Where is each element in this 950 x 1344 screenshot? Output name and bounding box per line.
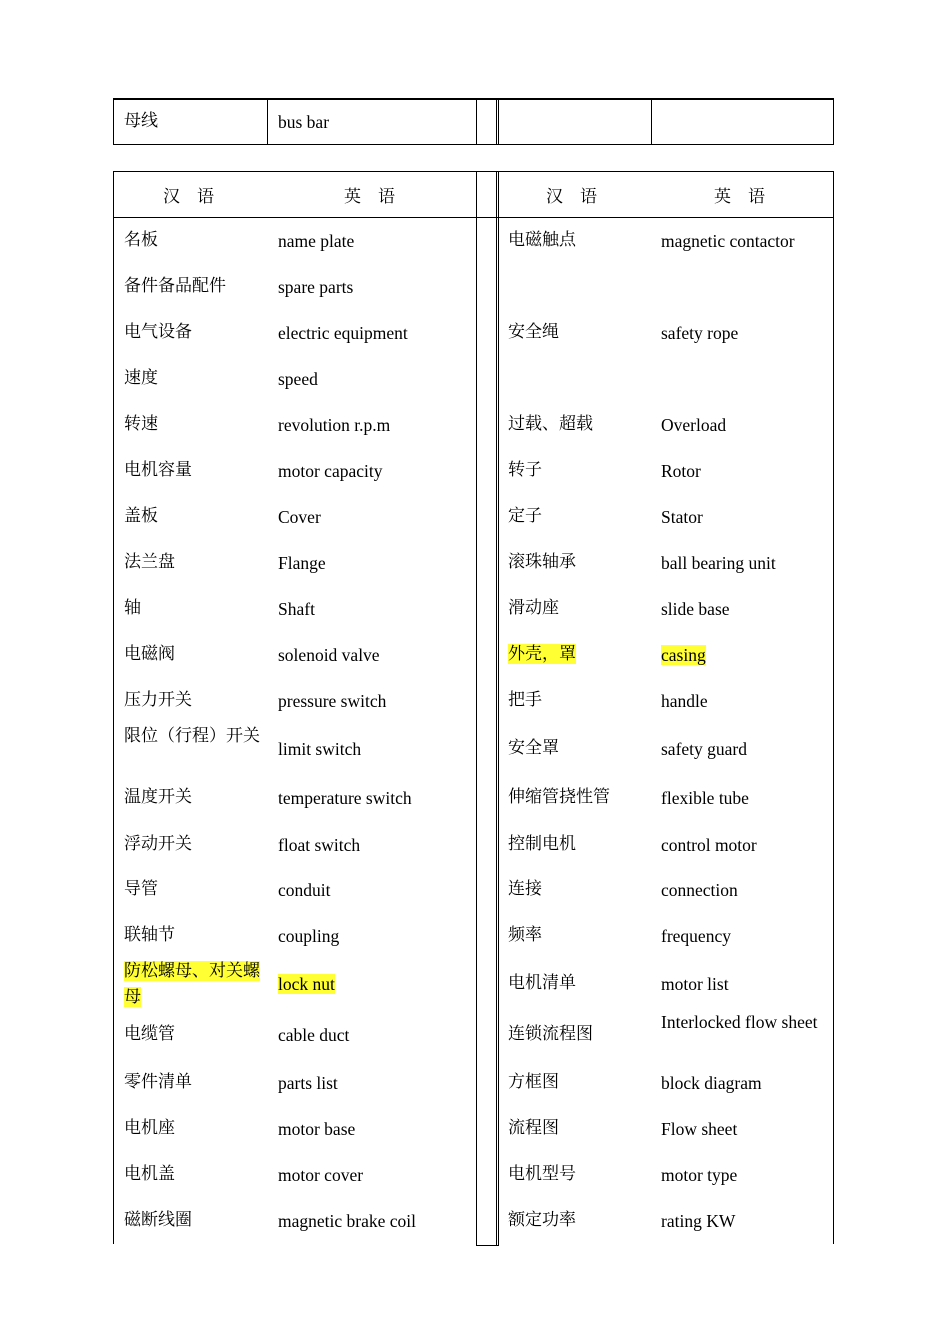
top-table-cell-en: bus bar — [278, 112, 330, 132]
right-row-en: Overload — [661, 415, 727, 435]
top-table-divider — [476, 98, 477, 145]
left-row-en: revolution r.p.m — [278, 415, 391, 435]
left-row-zh: 转速 — [124, 414, 158, 434]
header-right-english: 英 语 — [714, 187, 765, 207]
right-row-zh: 过载、超载 — [508, 414, 593, 434]
left-row-en: electric equipment — [278, 323, 408, 343]
right-row-zh: 电机清单 — [508, 973, 576, 993]
left-row-en: conduit — [278, 880, 331, 900]
left-row-en: name plate — [278, 231, 355, 251]
right-row-zh: 把手 — [508, 690, 542, 710]
right-row-en: safety rope — [661, 323, 739, 343]
left-row-en: magnetic brake coil — [278, 1211, 416, 1231]
left-row-en: Cover — [278, 507, 321, 527]
right-row-en: motor list — [661, 974, 729, 994]
glossary-gap-left — [476, 171, 477, 1246]
right-row-zh: 方框图 — [508, 1072, 559, 1092]
right-row-en: flexible tube — [661, 788, 749, 808]
right-row-en: rating KW — [661, 1211, 736, 1231]
right-row-en: handle — [661, 691, 708, 711]
left-row-zh: 法兰盘 — [124, 552, 175, 572]
top-table-divider — [651, 98, 652, 145]
left-row-zh: 轴 — [124, 598, 141, 618]
top-table-right-border — [833, 98, 834, 145]
left-row-zh: 导管 — [124, 879, 158, 899]
left-row-zh: 限位（行程）开关 — [124, 726, 260, 746]
glossary-left-border — [113, 171, 114, 1244]
left-row-zh: 电磁阀 — [124, 644, 175, 664]
right-row-zh: 安全罩 — [508, 738, 559, 758]
left-row-zh: 速度 — [124, 368, 158, 388]
top-table-divider — [267, 98, 268, 145]
top-table-divider — [498, 98, 499, 145]
left-row-en: coupling — [278, 926, 340, 946]
highlighted-text: 防松螺母、对关螺母 — [124, 961, 260, 1007]
right-row-zh: 频率 — [508, 925, 542, 945]
left-row-zh: 电机座 — [124, 1118, 175, 1138]
left-row-en: Flange — [278, 553, 326, 573]
right-row-zh: 电机型号 — [508, 1164, 576, 1184]
top-table-cell-zh: 母线 — [124, 111, 158, 131]
right-row-zh: 转子 — [508, 460, 542, 480]
left-row-zh: 联轴节 — [124, 925, 175, 945]
left-row-en: spare parts — [278, 277, 354, 297]
glossary-gap-bottom — [476, 1245, 498, 1246]
top-table-left-border — [113, 98, 114, 145]
left-row-zh: 压力开关 — [124, 690, 192, 710]
right-row-en-highlighted — [661, 642, 706, 668]
left-row-zh: 电缆管 — [124, 1024, 175, 1044]
highlighted-text: lock nut — [278, 974, 335, 994]
highlighted-text: 外壳，罩 — [508, 644, 576, 664]
left-row-zh: 电机容量 — [124, 460, 192, 480]
left-row-en: cable duct — [278, 1025, 350, 1045]
top-table-top-border — [113, 98, 834, 100]
glossary-gap-right — [498, 171, 499, 1246]
right-row-zh: 安全绳 — [508, 322, 559, 342]
left-row-en: solenoid valve — [278, 645, 380, 665]
left-row-zh-highlighted — [124, 958, 264, 1010]
header-left-english: 英 语 — [344, 187, 395, 207]
left-row-zh: 磁断线圈 — [124, 1210, 192, 1230]
right-row-en: ball bearing unit — [661, 553, 776, 573]
left-row-en: motor capacity — [278, 461, 383, 481]
right-row-zh: 额定功率 — [508, 1210, 576, 1230]
left-row-en: motor cover — [278, 1165, 364, 1185]
right-row-en: block diagram — [661, 1073, 762, 1093]
right-row-en: control motor — [661, 835, 757, 855]
left-row-zh: 温度开关 — [124, 787, 192, 807]
left-row-en: float switch — [278, 835, 361, 855]
header-right-chinese: 汉 语 — [546, 187, 597, 207]
top-table-bottom-border — [113, 144, 834, 145]
right-row-en: frequency — [661, 926, 731, 946]
right-row-en: Stator — [661, 507, 703, 527]
right-row-en: safety guard — [661, 739, 748, 759]
header-left-chinese: 汉 语 — [163, 187, 214, 207]
left-row-zh: 浮动开关 — [124, 834, 192, 854]
left-row-en-highlighted — [278, 971, 335, 997]
left-row-zh: 盖板 — [124, 506, 158, 526]
right-row-en: slide base — [661, 599, 730, 619]
right-row-zh: 滑动座 — [508, 598, 559, 618]
left-row-zh: 电气设备 — [124, 322, 192, 342]
right-row-en: Rotor — [661, 461, 701, 481]
right-row-zh: 伸缩管挠性管 — [508, 787, 610, 807]
right-row-zh: 连接 — [508, 879, 542, 899]
left-row-en: speed — [278, 369, 318, 389]
right-row-en: Flow sheet — [661, 1119, 738, 1139]
right-row-en: motor type — [661, 1165, 738, 1185]
left-row-en: motor base — [278, 1119, 356, 1139]
right-row-zh: 流程图 — [508, 1118, 559, 1138]
glossary-top-border — [113, 171, 834, 172]
left-row-zh: 电机盖 — [124, 1164, 175, 1184]
left-row-en: Shaft — [278, 599, 315, 619]
top-table-divider — [496, 98, 497, 145]
left-row-en: limit switch — [278, 739, 362, 759]
right-row-zh: 连锁流程图 — [508, 1024, 593, 1044]
left-row-en: parts list — [278, 1073, 338, 1093]
highlighted-text: casing — [661, 645, 706, 665]
glossary-header-divider — [113, 217, 834, 218]
right-row-zh-highlighted — [508, 641, 576, 667]
right-row-zh: 滚珠轴承 — [508, 552, 576, 572]
right-row-en: connection — [661, 880, 738, 900]
right-row-zh: 控制电机 — [508, 834, 576, 854]
left-row-en: pressure switch — [278, 691, 387, 711]
glossary-gap-right — [496, 171, 497, 1246]
right-row-en-justified: Interlocked flow sheet — [661, 1012, 818, 1032]
right-row-zh: 定子 — [508, 506, 542, 526]
glossary-right-border — [833, 171, 834, 1244]
left-row-zh: 备件备品配件 — [124, 276, 226, 296]
left-row-zh: 名板 — [124, 230, 158, 250]
left-row-zh: 零件清单 — [124, 1072, 192, 1092]
right-row-en: magnetic contactor — [661, 231, 795, 251]
left-row-en: temperature switch — [278, 788, 412, 808]
right-row-zh: 电磁触点 — [508, 230, 576, 250]
